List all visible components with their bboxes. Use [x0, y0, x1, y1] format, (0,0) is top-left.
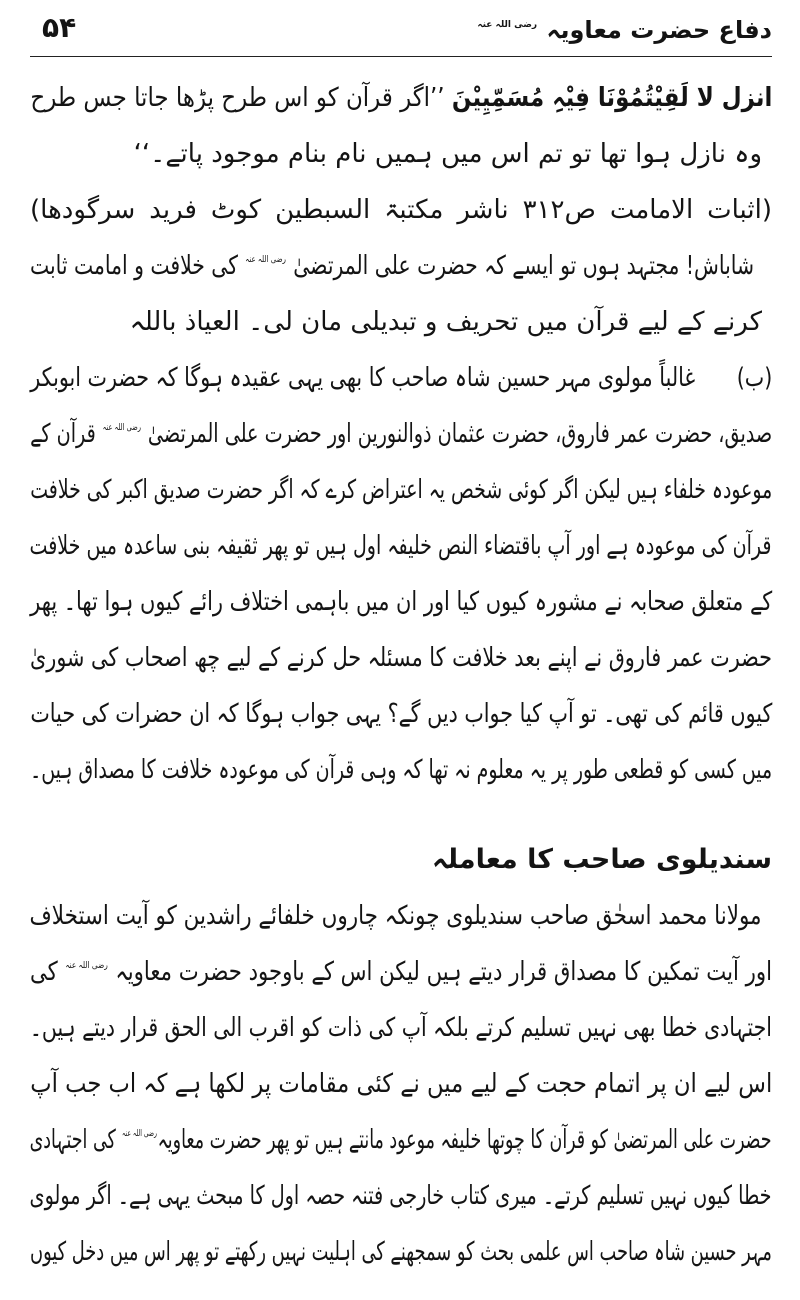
line-text: موعودہ خلفاء ہیں لیکن اگر کوئی شخص یہ اعتراض کرے کہ اگر حضرت صدیق اکبر کی خلافت — [30, 475, 772, 505]
comment-line-2 — [30, 294, 772, 350]
paragraph-text: غالباً مولوی مہر حسین شاہ صاحب کا بھی یہی عقیدہ ہوگا کہ حضرت ابوبکر — [30, 363, 695, 393]
section-line-5 — [30, 1112, 772, 1168]
page-number: ۵۴ — [42, 11, 77, 44]
line-text — [30, 350, 772, 406]
line-text: میں کسی کو قطعی طور پر یہ معلوم نہ تھا کہ وہی قرآن کی موعودہ خلافت کا مصداق ہیں۔ — [30, 755, 772, 785]
section-line-2 — [30, 944, 772, 1000]
paragraph-text: اور آیت تمکین کا مصداق قرار دیتے ہیں لیکن اس کے باوجود حضرت معاویہ — [115, 957, 772, 987]
quote-arabic: انزل لا لَقِیْتُمُوْنَا فِیْہِ مُسَمِّیِیْنَ — [451, 83, 772, 113]
line-text — [30, 1112, 772, 1168]
point-b-line-4 — [30, 518, 772, 574]
honorific-mark: رضی اللہ عنہ — [102, 423, 141, 433]
honorific-mark: رضی اللہ عنہ — [122, 1129, 158, 1139]
line-text: خطا کیوں نہیں تسلیم کرتے۔ میری کتاب خارجی فتنہ حصہ اول کا مبحث یہی ہے۔ اگر مولوی — [30, 1181, 772, 1211]
honorific-mark: رضی اللہ عنہ — [477, 20, 538, 30]
point-b-line-2 — [30, 406, 772, 462]
quote-line-1 — [30, 70, 772, 126]
section-line-6 — [30, 1168, 772, 1224]
paragraph-text: حضرت علی المرتضیٰ کو قرآن کا چوتھا خلیفہ موعود مانتے ہیں تو پھر حضرت معاویہ — [157, 1125, 772, 1155]
line-text: اس لیے ان پر اتمام حجت کے لیے میں نے کئی مقامات پر لکھا ہے کہ اب جب آپ — [30, 1069, 772, 1099]
point-b-line-1 — [30, 350, 772, 406]
line-text — [130, 307, 762, 337]
header-rule — [30, 56, 772, 57]
paragraph-text: قرآن کے — [30, 419, 96, 449]
line-text: اجتہادی خطا بھی نہیں تسلیم کرتے بلکہ آپ کی ذات کو اقرب الی الحق قرار دیتے ہیں۔ — [30, 1013, 772, 1043]
point-b-line-8 — [30, 742, 772, 798]
point-b-line-5 — [30, 574, 772, 630]
point-b-line-7 — [30, 686, 772, 742]
section-line-7 — [30, 1224, 772, 1280]
line-text: مولانا محمد اسحٰق صاحب سندیلوی چونکہ چاروں خلفائے راشدین کو آیت استخلاف — [30, 901, 762, 931]
point-marker: (ب) — [736, 363, 772, 393]
section-line-4 — [30, 1056, 772, 1112]
line-text: کے متعلق صحابہ نے مشورہ کیوں کیا اور ان میں باہمی اختلاف رائے کیوں ہوا تھا۔ پھر — [30, 587, 772, 617]
paragraph-text: کی اجتہادی — [30, 1125, 117, 1155]
running-header — [30, 6, 772, 56]
line-text — [30, 238, 754, 294]
paragraph-text: صدیق، حضرت عمر فاروق، حضرت عثمان ذوالنورین اور حضرت علی المرتضیٰ — [147, 419, 772, 449]
paragraph-text: کی — [30, 957, 58, 987]
point-b-line-3 — [30, 462, 772, 518]
line-text — [30, 70, 772, 126]
book-title-text: دفاع حضرت معاویہ — [546, 16, 772, 44]
line-text — [134, 139, 762, 169]
citation-text: (اثبات الامامت ص۳۱۲ ناشر مکتبۃ السبطین کوٹ فرید سرگودھا) — [30, 195, 772, 225]
quote-translation: ’’اگر قرآن کو اس طرح پڑھا جاتا جس طرح — [30, 83, 445, 113]
honorific-mark: رضی اللہ عنہ — [65, 961, 108, 971]
line-text: کیوں قائم کی تھی۔ تو آپ کیا جواب دیں گے؟ یہی جواب ہوگا کہ ان حضرات کی حیات — [30, 699, 772, 729]
section-line-1 — [30, 888, 772, 944]
line-text: مہر حسین شاہ صاحب اس علمی بحث کو سمجھنے کی اہلیت نہیں رکھتے تو پھر اس میں دخل کیوں — [30, 1237, 772, 1267]
line-text — [30, 406, 772, 462]
line-text: قرآن کی موعودہ ہے اور آپ باقتضاء النص خلیفہ اول ہیں تو پھر ثقیفہ بنی ساعدہ میں خلافت — [30, 531, 772, 561]
book-title — [476, 10, 772, 50]
comment-line-1 — [30, 238, 772, 294]
comment-text: کرنے کے لیے قرآن میں تحریف و تبدیلی مان لی۔ العیاذ باللہ — [129, 307, 762, 337]
body-text — [30, 70, 772, 1280]
line-text: سندیلوی صاحب کا معاملہ — [432, 844, 772, 875]
line-text — [30, 944, 772, 1000]
quote-translation: وہ نازل ہوا تھا تو تم اس میں ہمیں نام بنام موجود پاتے۔‘‘ — [133, 139, 762, 169]
honorific-mark: رضی اللہ عنہ — [245, 255, 286, 265]
quote-line-2 — [30, 126, 772, 182]
line-text: حضرت عمر فاروق نے اپنے بعد خلافت کا مسئلہ حل کرنے کے لیے چھ اصحاب کی شوریٰ — [30, 643, 772, 673]
point-b-line-6 — [30, 630, 772, 686]
section-line-3 — [30, 1000, 772, 1056]
section-heading — [30, 832, 772, 888]
comment-text: کی خلافت و امامت ثابت — [30, 251, 238, 281]
comment-text: شاباش! مجتہد ہوں تو ایسے کہ حضرت علی المرتضیٰ — [293, 251, 754, 281]
citation — [30, 182, 772, 238]
line-text — [30, 195, 772, 225]
